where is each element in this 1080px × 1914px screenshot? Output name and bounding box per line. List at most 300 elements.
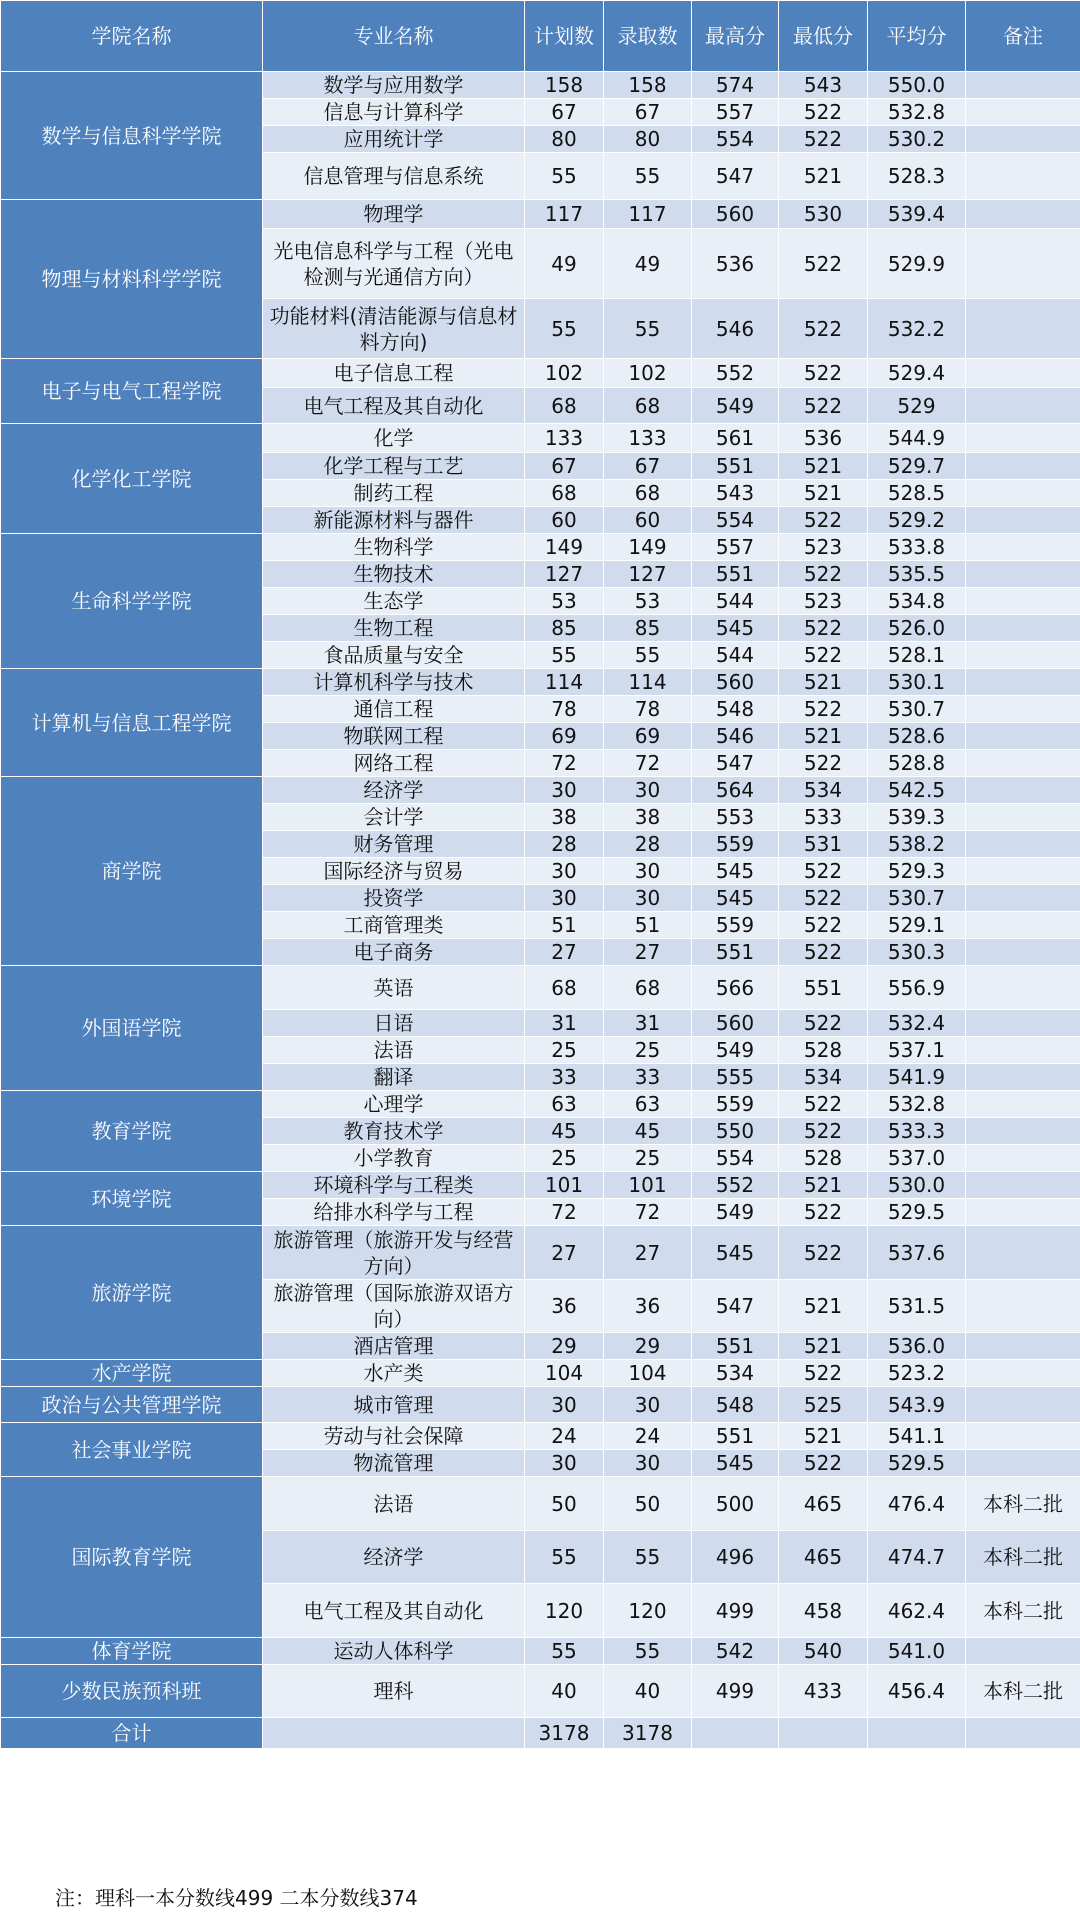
major-name-cell: 食品质量与安全 (263, 642, 525, 669)
max-cell: 553 (692, 804, 779, 831)
admit-cell: 158 (604, 72, 692, 99)
major-name-cell: 旅游管理（国际旅游双语方向） (263, 1280, 525, 1333)
min-cell: 522 (779, 696, 868, 723)
avg-cell: 532.2 (868, 299, 966, 359)
major-name-cell: 网络工程 (263, 750, 525, 777)
plan-cell: 36 (525, 1280, 604, 1333)
plan-cell: 50 (525, 1477, 604, 1531)
avg-cell: 529 (868, 388, 966, 424)
min-cell: 465 (779, 1477, 868, 1531)
min-cell: 521 (779, 723, 868, 750)
avg-cell: 534.8 (868, 588, 966, 615)
plan-cell: 31 (525, 1010, 604, 1037)
max-cell: 551 (692, 453, 779, 480)
major-name-cell: 生物科学 (263, 534, 525, 561)
min-cell: 521 (779, 153, 868, 200)
avg-cell: 541.1 (868, 1423, 966, 1450)
admit-cell: 68 (604, 480, 692, 507)
major-name-cell: 电子信息工程 (263, 359, 525, 388)
avg-cell: 528.3 (868, 153, 966, 200)
min-cell: 522 (779, 912, 868, 939)
table-row (1, 1638, 1080, 1665)
admit-cell: 55 (604, 1531, 692, 1584)
admit-cell: 55 (604, 153, 692, 200)
max-cell: 549 (692, 388, 779, 424)
plan-cell: 24 (525, 1423, 604, 1450)
min-cell: 522 (779, 1450, 868, 1477)
plan-cell: 78 (525, 696, 604, 723)
major-name-cell: 信息与计算科学 (263, 99, 525, 126)
table-row (1, 966, 1080, 1010)
admit-cell: 50 (604, 1477, 692, 1531)
major-name-cell: 小学教育 (263, 1145, 525, 1172)
major-name-cell: 法语 (263, 1477, 525, 1531)
admit-cell: 45 (604, 1118, 692, 1145)
avg-cell: 528.6 (868, 723, 966, 750)
admit-cell: 38 (604, 804, 692, 831)
max-cell: 560 (692, 200, 779, 229)
header-note: 备注 (966, 1, 1080, 72)
avg-cell: 529.5 (868, 1450, 966, 1477)
plan-cell: 27 (525, 1226, 604, 1280)
note-cell (966, 1091, 1080, 1118)
note-cell (966, 1450, 1080, 1477)
admit-cell: 36 (604, 1280, 692, 1333)
admit-cell: 27 (604, 1226, 692, 1280)
header-min: 最低分 (779, 1, 868, 72)
plan-cell: 158 (525, 72, 604, 99)
admit-cell: 69 (604, 723, 692, 750)
plan-cell: 149 (525, 534, 604, 561)
min-cell: 522 (779, 359, 868, 388)
plan-cell: 30 (525, 777, 604, 804)
note-cell (966, 1423, 1080, 1450)
major-name-cell: 经济学 (263, 777, 525, 804)
note-cell (966, 777, 1080, 804)
max-cell: 545 (692, 615, 779, 642)
admit-cell: 120 (604, 1584, 692, 1638)
major-name-cell: 旅游管理（旅游开发与经营方向） (263, 1226, 525, 1280)
admit-cell: 127 (604, 561, 692, 588)
min-cell: 522 (779, 388, 868, 424)
header-major: 专业名称 (263, 1, 525, 72)
max-cell: 544 (692, 588, 779, 615)
college-name-cell: 旅游学院 (1, 1226, 263, 1360)
college-name-cell: 少数民族预科班 (1, 1665, 263, 1718)
avg-cell: 529.3 (868, 858, 966, 885)
plan-cell: 25 (525, 1037, 604, 1064)
plan-cell: 30 (525, 885, 604, 912)
avg-cell: 456.4 (868, 1665, 966, 1718)
max-cell: 545 (692, 858, 779, 885)
max-cell: 549 (692, 1199, 779, 1226)
plan-cell: 60 (525, 507, 604, 534)
total-plan-cell: 3178 (525, 1718, 604, 1749)
plan-cell: 45 (525, 1118, 604, 1145)
plan-cell: 55 (525, 642, 604, 669)
admit-cell: 51 (604, 912, 692, 939)
college-name-cell: 政治与公共管理学院 (1, 1387, 263, 1423)
major-name-cell: 化学 (263, 424, 525, 453)
admit-cell: 24 (604, 1423, 692, 1450)
max-cell: 561 (692, 424, 779, 453)
max-cell: 546 (692, 299, 779, 359)
avg-cell: 533.8 (868, 534, 966, 561)
max-cell: 554 (692, 126, 779, 153)
major-name-cell: 翻译 (263, 1064, 525, 1091)
min-cell: 530 (779, 200, 868, 229)
max-cell: 574 (692, 72, 779, 99)
major-name-cell: 光电信息科学与工程（光电检测与光通信方向） (263, 229, 525, 299)
admit-cell: 114 (604, 669, 692, 696)
avg-cell: 539.4 (868, 200, 966, 229)
table-row (1, 1477, 1080, 1531)
max-cell: 545 (692, 885, 779, 912)
max-cell: 545 (692, 1226, 779, 1280)
note-cell (966, 1064, 1080, 1091)
max-cell: 542 (692, 1638, 779, 1665)
avg-cell: 536.0 (868, 1333, 966, 1360)
min-cell: 522 (779, 939, 868, 966)
avg-cell: 462.4 (868, 1584, 966, 1638)
plan-cell: 55 (525, 153, 604, 200)
max-cell: 559 (692, 912, 779, 939)
major-name-cell: 英语 (263, 966, 525, 1010)
table-row (1, 1387, 1080, 1423)
max-cell: 551 (692, 1333, 779, 1360)
min-cell: 521 (779, 453, 868, 480)
note-cell (966, 831, 1080, 858)
admit-cell: 31 (604, 1010, 692, 1037)
min-cell: 531 (779, 831, 868, 858)
note-cell (966, 588, 1080, 615)
note-cell (966, 507, 1080, 534)
plan-cell: 102 (525, 359, 604, 388)
max-cell: 551 (692, 1423, 779, 1450)
note-cell (966, 966, 1080, 1010)
avg-cell: 538.2 (868, 831, 966, 858)
min-cell: 522 (779, 1118, 868, 1145)
note-cell (966, 939, 1080, 966)
major-name-cell: 电气工程及其自动化 (263, 388, 525, 424)
avg-cell: 530.7 (868, 696, 966, 723)
avg-cell: 537.1 (868, 1037, 966, 1064)
max-cell: 554 (692, 1145, 779, 1172)
avg-cell: 529.9 (868, 229, 966, 299)
avg-cell: 529.5 (868, 1199, 966, 1226)
major-name-cell: 化学工程与工艺 (263, 453, 525, 480)
note-cell (966, 1199, 1080, 1226)
note-cell (966, 1172, 1080, 1199)
note-cell (966, 359, 1080, 388)
max-cell: 551 (692, 561, 779, 588)
avg-cell: 541.9 (868, 1064, 966, 1091)
admit-cell: 67 (604, 99, 692, 126)
plan-cell: 55 (525, 1531, 604, 1584)
major-name-cell: 环境科学与工程类 (263, 1172, 525, 1199)
major-name-cell: 法语 (263, 1037, 525, 1064)
plan-cell: 49 (525, 229, 604, 299)
major-name-cell: 应用统计学 (263, 126, 525, 153)
college-name-cell: 物理与材料科学学院 (1, 200, 263, 359)
min-cell: 522 (779, 1226, 868, 1280)
admit-cell: 40 (604, 1665, 692, 1718)
avg-cell: 528.1 (868, 642, 966, 669)
note-cell (966, 1118, 1080, 1145)
max-cell: 555 (692, 1064, 779, 1091)
major-name-cell: 经济学 (263, 1531, 525, 1584)
admit-cell: 25 (604, 1037, 692, 1064)
avg-cell: 528.5 (868, 480, 966, 507)
plan-cell: 55 (525, 299, 604, 359)
min-cell: 522 (779, 615, 868, 642)
admit-cell: 85 (604, 615, 692, 642)
max-cell: 536 (692, 229, 779, 299)
note-cell (966, 1145, 1080, 1172)
admit-cell: 25 (604, 1145, 692, 1172)
avg-cell: 530.7 (868, 885, 966, 912)
college-name-cell: 化学化工学院 (1, 424, 263, 534)
avg-cell: 529.7 (868, 453, 966, 480)
admit-cell: 133 (604, 424, 692, 453)
note-cell (966, 1280, 1080, 1333)
min-cell: 522 (779, 1010, 868, 1037)
note-cell (966, 615, 1080, 642)
max-cell: 547 (692, 153, 779, 200)
note-cell (966, 1387, 1080, 1423)
table-row (1, 359, 1080, 388)
college-name-cell: 社会事业学院 (1, 1423, 263, 1477)
admit-cell: 30 (604, 1387, 692, 1423)
min-cell: 522 (779, 885, 868, 912)
admit-cell: 30 (604, 885, 692, 912)
min-cell: 458 (779, 1584, 868, 1638)
plan-cell: 27 (525, 939, 604, 966)
college-name-cell: 生命科学学院 (1, 534, 263, 669)
major-name-cell: 信息管理与信息系统 (263, 153, 525, 200)
max-cell: 547 (692, 750, 779, 777)
min-cell: 433 (779, 1665, 868, 1718)
table-row (1, 1091, 1080, 1118)
admit-cell: 27 (604, 939, 692, 966)
note-cell: 本科二批 (966, 1477, 1080, 1531)
max-cell: 499 (692, 1665, 779, 1718)
max-cell: 548 (692, 696, 779, 723)
major-name-cell: 生物工程 (263, 615, 525, 642)
note-cell (966, 153, 1080, 200)
major-name-cell: 新能源材料与器件 (263, 507, 525, 534)
admit-cell: 78 (604, 696, 692, 723)
college-name-cell: 环境学院 (1, 1172, 263, 1226)
avg-cell: 542.5 (868, 777, 966, 804)
avg-cell: 529.2 (868, 507, 966, 534)
avg-cell: 544.9 (868, 424, 966, 453)
table-row (1, 1665, 1080, 1718)
college-name-cell: 商学院 (1, 777, 263, 966)
total-empty-cell (868, 1718, 966, 1749)
avg-cell: 530.3 (868, 939, 966, 966)
min-cell: 534 (779, 777, 868, 804)
plan-cell: 104 (525, 1360, 604, 1387)
college-name-cell: 教育学院 (1, 1091, 263, 1172)
max-cell: 544 (692, 642, 779, 669)
footnote: 注：理科一本分数线499 二本分数线374 (55, 1886, 418, 1910)
note-cell (966, 99, 1080, 126)
table-body (1, 72, 1080, 1749)
major-name-cell: 功能材料(清洁能源与信息材料方向) (263, 299, 525, 359)
min-cell: 522 (779, 1091, 868, 1118)
total-label: 合计 (1, 1718, 263, 1749)
plan-cell: 72 (525, 750, 604, 777)
note-cell (966, 696, 1080, 723)
major-name-cell: 计算机科学与技术 (263, 669, 525, 696)
plan-cell: 117 (525, 200, 604, 229)
total-admit-cell: 3178 (604, 1718, 692, 1749)
min-cell: 523 (779, 534, 868, 561)
table-row (1, 534, 1080, 561)
min-cell: 522 (779, 750, 868, 777)
admit-cell: 55 (604, 642, 692, 669)
admit-cell: 80 (604, 126, 692, 153)
avg-cell: 523.2 (868, 1360, 966, 1387)
note-cell (966, 299, 1080, 359)
plan-cell: 67 (525, 99, 604, 126)
min-cell: 540 (779, 1638, 868, 1665)
admit-cell: 68 (604, 388, 692, 424)
avg-cell: 528.8 (868, 750, 966, 777)
max-cell: 559 (692, 831, 779, 858)
max-cell: 547 (692, 1280, 779, 1333)
note-cell: 本科二批 (966, 1665, 1080, 1718)
note-cell (966, 885, 1080, 912)
plan-cell: 38 (525, 804, 604, 831)
admit-cell: 55 (604, 1638, 692, 1665)
avg-cell: 530.1 (868, 669, 966, 696)
max-cell: 566 (692, 966, 779, 1010)
major-name-cell: 物流管理 (263, 1450, 525, 1477)
min-cell: 522 (779, 1199, 868, 1226)
admit-cell: 149 (604, 534, 692, 561)
college-name-cell: 水产学院 (1, 1360, 263, 1387)
major-name-cell: 教育技术学 (263, 1118, 525, 1145)
min-cell: 551 (779, 966, 868, 1010)
max-cell: 557 (692, 534, 779, 561)
major-name-cell: 通信工程 (263, 696, 525, 723)
plan-cell: 68 (525, 388, 604, 424)
max-cell: 554 (692, 507, 779, 534)
avg-cell: 537.0 (868, 1145, 966, 1172)
plan-cell: 30 (525, 1387, 604, 1423)
min-cell: 522 (779, 561, 868, 588)
note-cell (966, 669, 1080, 696)
major-name-cell: 数学与应用数学 (263, 72, 525, 99)
admit-cell: 67 (604, 453, 692, 480)
college-name-cell: 外国语学院 (1, 966, 263, 1091)
table-row (1, 1423, 1080, 1450)
min-cell: 521 (779, 1423, 868, 1450)
admit-cell: 28 (604, 831, 692, 858)
note-cell (966, 126, 1080, 153)
avg-cell: 532.4 (868, 1010, 966, 1037)
admit-cell: 30 (604, 858, 692, 885)
avg-cell: 532.8 (868, 1091, 966, 1118)
avg-cell: 532.8 (868, 99, 966, 126)
college-name-cell: 国际教育学院 (1, 1477, 263, 1638)
min-cell: 522 (779, 229, 868, 299)
avg-cell: 476.4 (868, 1477, 966, 1531)
note-cell (966, 388, 1080, 424)
admit-cell: 53 (604, 588, 692, 615)
admit-cell: 30 (604, 777, 692, 804)
note-cell: 本科二批 (966, 1531, 1080, 1584)
admit-cell: 63 (604, 1091, 692, 1118)
min-cell: 521 (779, 1333, 868, 1360)
avg-cell: 535.5 (868, 561, 966, 588)
note-cell: 本科二批 (966, 1584, 1080, 1638)
admit-cell: 29 (604, 1333, 692, 1360)
plan-cell: 28 (525, 831, 604, 858)
plan-cell: 30 (525, 1450, 604, 1477)
max-cell: 564 (692, 777, 779, 804)
plan-cell: 101 (525, 1172, 604, 1199)
header-max: 最高分 (692, 1, 779, 72)
admit-cell: 117 (604, 200, 692, 229)
min-cell: 525 (779, 1387, 868, 1423)
max-cell: 548 (692, 1387, 779, 1423)
admit-cell: 49 (604, 229, 692, 299)
major-name-cell: 生物技术 (263, 561, 525, 588)
note-cell (966, 229, 1080, 299)
plan-cell: 69 (525, 723, 604, 750)
table-row (1, 1172, 1080, 1199)
plan-cell: 55 (525, 1638, 604, 1665)
max-cell: 560 (692, 1010, 779, 1037)
min-cell: 522 (779, 1360, 868, 1387)
note-cell (966, 858, 1080, 885)
major-name-cell: 水产类 (263, 1360, 525, 1387)
avg-cell: 530.2 (868, 126, 966, 153)
max-cell: 543 (692, 480, 779, 507)
note-cell (966, 723, 1080, 750)
major-name-cell: 物联网工程 (263, 723, 525, 750)
min-cell: 534 (779, 1064, 868, 1091)
major-name-cell: 给排水科学与工程 (263, 1199, 525, 1226)
plan-cell: 30 (525, 858, 604, 885)
college-name-cell: 体育学院 (1, 1638, 263, 1665)
major-name-cell: 会计学 (263, 804, 525, 831)
max-cell: 560 (692, 669, 779, 696)
major-name-cell: 物理学 (263, 200, 525, 229)
plan-cell: 68 (525, 480, 604, 507)
note-cell (966, 1333, 1080, 1360)
major-name-cell: 心理学 (263, 1091, 525, 1118)
max-cell: 499 (692, 1584, 779, 1638)
min-cell: 523 (779, 588, 868, 615)
min-cell: 528 (779, 1037, 868, 1064)
total-empty-cell (779, 1718, 868, 1749)
header-plan: 计划数 (525, 1, 604, 72)
min-cell: 521 (779, 1172, 868, 1199)
max-cell: 500 (692, 1477, 779, 1531)
max-cell: 559 (692, 1091, 779, 1118)
max-cell: 549 (692, 1037, 779, 1064)
college-name-cell: 电子与电气工程学院 (1, 359, 263, 424)
avg-cell: 541.0 (868, 1638, 966, 1665)
avg-cell: 550.0 (868, 72, 966, 99)
plan-cell: 51 (525, 912, 604, 939)
max-cell: 496 (692, 1531, 779, 1584)
min-cell: 522 (779, 299, 868, 359)
